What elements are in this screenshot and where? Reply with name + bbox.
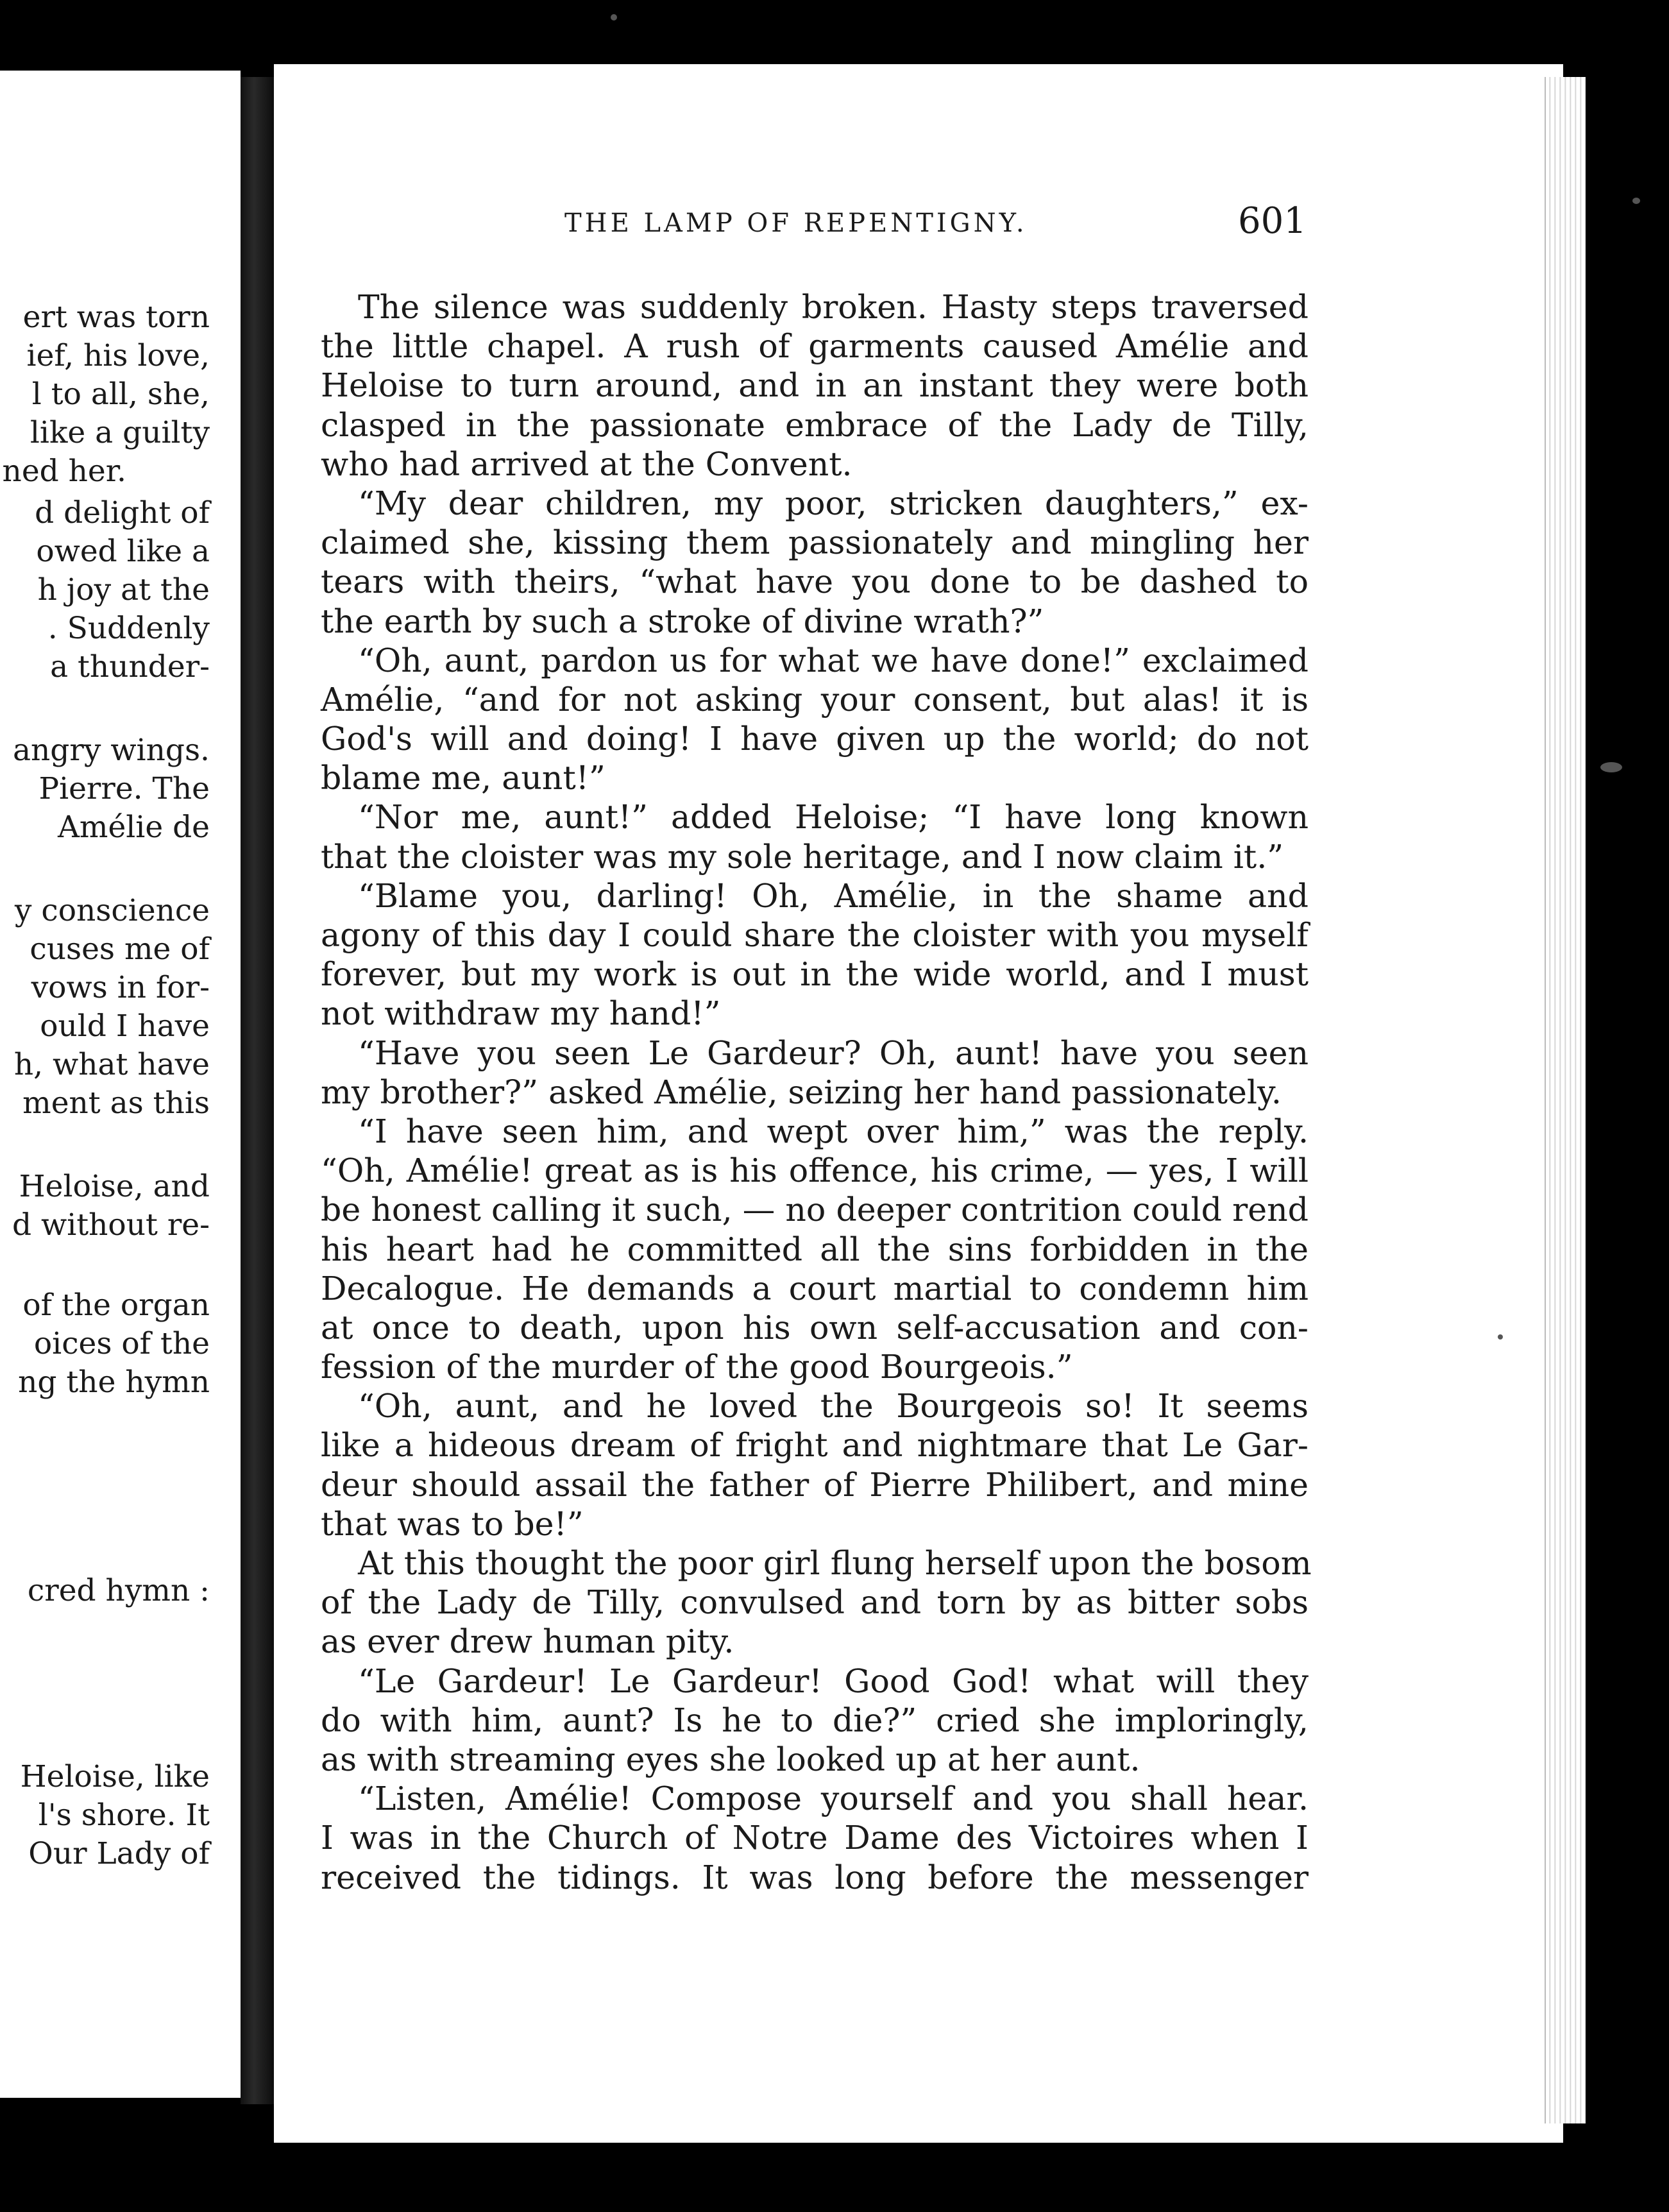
text-line: forever, but my work is out in the wide world, and I must xyxy=(321,955,1309,994)
left-line: Our Lady of xyxy=(28,1836,210,1871)
body-text xyxy=(321,287,1312,1897)
left-line: d without re- xyxy=(12,1207,210,1243)
left-line: Heloise, like xyxy=(20,1759,210,1794)
scan-speck xyxy=(611,14,617,21)
left-line: cuses me of xyxy=(30,932,210,967)
page-edges xyxy=(1545,77,1586,2123)
text-line: “Blame you, darling! Oh, Amélie, in the shame and xyxy=(358,876,1309,915)
text-line: agony of this day I could share the cloister with you myself xyxy=(321,916,1309,954)
text-line: be honest calling it such, — no deeper contrition could rend xyxy=(321,1191,1309,1229)
text-line: “Oh, aunt, and he loved the Bourgeois so! It seems xyxy=(358,1387,1309,1425)
left-line: Amélie de xyxy=(57,810,210,845)
text-line: “Le Gardeur! Le Gardeur! Good God! what will they xyxy=(358,1662,1309,1700)
left-line: angry wings. xyxy=(12,733,210,768)
text-line: as ever drew human pity. xyxy=(321,1622,734,1661)
text-line: “Listen, Amélie! Compose yourself and you shall hear. xyxy=(358,1780,1309,1818)
left-line: vows in for- xyxy=(31,970,210,1005)
left-line: l's shore. It xyxy=(38,1798,210,1833)
left-line: ief, his love, xyxy=(26,338,210,373)
text-line: “Oh, Amélie! great as is his offence, his crime, — yes, I will xyxy=(321,1152,1309,1190)
text-line: received the tidings. It was long before the messenger xyxy=(321,1858,1309,1896)
text-line: “Have you seen Le Gardeur? Oh, aunt! have you seen xyxy=(358,1034,1309,1072)
text-line: The silence was suddenly broken. Hasty steps traversed xyxy=(358,288,1309,326)
running-head: THE LAMP OF REPENTIGNY. xyxy=(564,208,1028,238)
text-line: “Nor me, aunt!” added Heloise; “I have long known xyxy=(358,798,1309,837)
left-line: . Suddenly xyxy=(47,611,210,646)
text-line: fession of the murder of the good Bourgeois.” xyxy=(321,1348,1073,1386)
scan-speck xyxy=(1498,1334,1503,1340)
text-line: the earth by such a stroke of divine wrath?” xyxy=(321,602,1044,640)
facing-page-left xyxy=(0,71,241,2098)
text-line: blame me, aunt!” xyxy=(321,759,606,797)
scan-speck xyxy=(1600,762,1622,772)
scan-speck xyxy=(1632,198,1640,204)
text-line: Heloise to turn around, and in an instant they were both xyxy=(321,366,1309,405)
text-line: “I have seen him, and wept over him,” was the reply. xyxy=(358,1112,1309,1150)
text-line: do with him, aunt? Is he to die?” cried she imploringly, xyxy=(321,1701,1309,1739)
left-line: l to all, she, xyxy=(31,377,210,412)
left-line: Pierre. The xyxy=(38,771,210,806)
text-line: not withdraw my hand!” xyxy=(321,994,721,1033)
left-line: oices of the xyxy=(33,1326,210,1361)
left-line: ment as this xyxy=(22,1085,210,1121)
text-line: Decalogue. He demands a court martial to condemn him xyxy=(321,1269,1309,1307)
text-line: like a hideous dream of fright and nightmare that Le Gar- xyxy=(321,1426,1309,1465)
left-line: h, what have xyxy=(13,1047,210,1082)
left-line: like a guilty xyxy=(30,415,210,450)
text-line: “Oh, aunt, pardon us for what we have done!” exclaimed xyxy=(358,641,1309,679)
text-line: who had arrived at the Convent. xyxy=(321,445,852,483)
left-line: Heloise, and xyxy=(19,1169,210,1204)
text-line: my brother?” asked Amélie, seizing her hand passionately. xyxy=(321,1073,1282,1111)
text-line: tears with theirs, “what have you done to be dashed to xyxy=(321,563,1309,601)
left-line: ert was torn xyxy=(22,300,210,335)
text-line: I was in the Church of Notre Dame des Victoires when I xyxy=(321,1819,1309,1857)
text-line: clasped in the passionate embrace of the Lady de Tilly, xyxy=(321,405,1309,444)
text-line: claimed she, kissing them passionately and mingling her xyxy=(321,523,1309,562)
left-line: cred hymn : xyxy=(27,1573,210,1608)
text-line: that the cloister was my sole heritage, and I now claim it.” xyxy=(321,837,1284,876)
left-line: ould I have xyxy=(40,1008,210,1044)
text-line: Amélie, “and for not asking your consent, but alas! it is xyxy=(321,680,1309,719)
left-line: ng the hymn xyxy=(18,1365,210,1400)
text-line: his heart had he committed all the sins forbidden in the xyxy=(321,1230,1309,1268)
left-line: owed like a xyxy=(36,534,210,569)
left-line: of the organ xyxy=(22,1288,210,1323)
text-line: of the Lady de Tilly, convulsed and torn by as bitter sobs xyxy=(321,1583,1309,1622)
text-line: “My dear children, my poor, stricken daughters,” ex- xyxy=(358,484,1309,522)
left-line: a thunder- xyxy=(50,649,210,685)
text-line: the little chapel. A rush of garments caused Amélie and xyxy=(321,327,1309,366)
left-line: ned her. xyxy=(2,454,126,489)
left-line: y conscience xyxy=(14,893,210,928)
text-line: At this thought the poor girl flung herself upon the bosom xyxy=(358,1544,1312,1582)
text-line: as with streaming eyes she looked up at her aunt. xyxy=(321,1740,1140,1778)
text-line: that was to be!” xyxy=(321,1504,584,1543)
left-line: h joy at the xyxy=(37,572,210,608)
left-line: d delight of xyxy=(35,495,210,531)
text-line: at once to death, upon his own self-accusation and con- xyxy=(321,1308,1309,1347)
book-gutter xyxy=(241,77,274,2104)
text-line: deur should assail the father of Pierre Philibert, and mine xyxy=(321,1465,1309,1504)
page-number: 601 xyxy=(1238,200,1307,242)
text-line: God's will and doing! I have given up the world; do not xyxy=(321,720,1309,758)
